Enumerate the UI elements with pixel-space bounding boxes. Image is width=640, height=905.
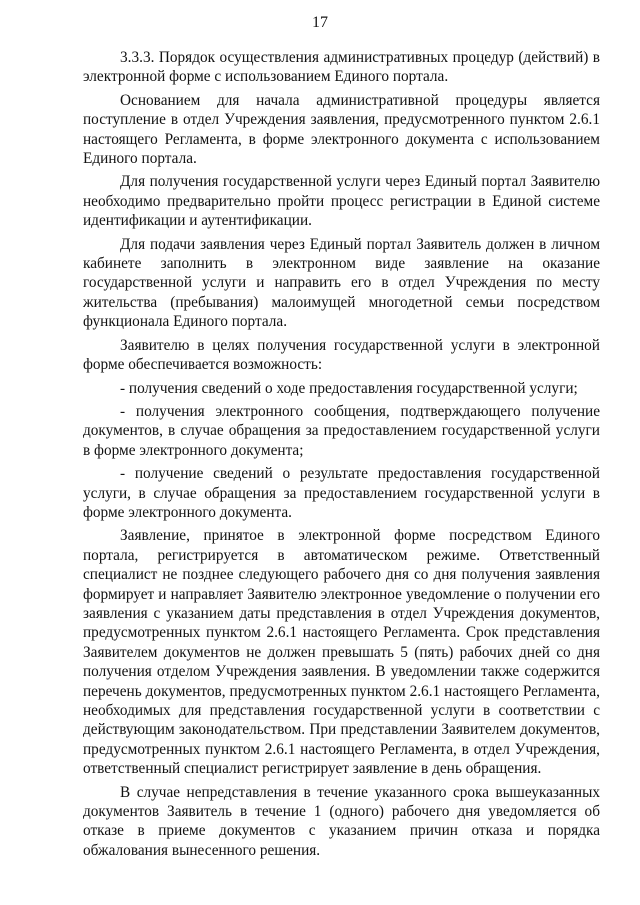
list-item-confirmation-message: - получения электронного сообщения, подтверждающего получение документов, в случае обращения за предоставлением государственной услуги в форме электронного документа; [83, 402, 600, 459]
paragraph-refusal: В случае непредставления в течение указанного срока вышеуказанных документов Заявитель в течение 1 (одного) рабочего дня уведомляется об отказе в приеме документов с указанием причин отказа и порядка обжалования вынесенного решения. [83, 783, 600, 859]
paragraph-basis: Основанием для начала административной процедуры является поступление в отдел Учреждения заявления, предусмотренного пунктом 2.6.1 настоящего Регламента, в форме электронного документа с использованием Единого портала. [83, 91, 600, 168]
paragraph-application-submission: Для подачи заявления через Единый портал Заявитель должен в личном кабинете заполнить в электронном виде заявление на оказание государственной услуги и направить его в отдел Учреждения по месту жительства (пребывания) малоимущей многодетной семьи посредством функционала Единого портала. [83, 235, 600, 331]
page-number: 17 [312, 14, 328, 31]
list-item-progress-info: - получения сведений о ходе предоставления государственной услуги; [120, 379, 578, 397]
list-item-result-info: - получение сведений о результате предоставления государственной услуги, в случае обращения за предоставлением государственной услуги в форме электронного документа. [83, 465, 600, 521]
paragraph-electronic-registration: Заявление, принятое в электронной форме посредством Единого портала, регистрируется в автоматическом режиме. Ответственный специалист не позднее следующего рабочего дня со дня получения заявления формирует и направляет Заявителю электронное уведомление о получении его заявления с указанием даты представления в отдел Учреждения документов, предусмотренных пунктом 2.6.1 настоящего Регламента. Срок представления Заявителем документов не должен превышать 5 (пять) рабочих дней со дня получения отделом Учреждения заявления. В уведомлении также содержится перечень документов, предусмотренных пунктом 2.6.1 настоящего Регламента, необходимых для представления государственной услуги в соответствии с действующим законодательством. При представлении Заявителем документов, предусмотренных пунктом 2.6.1 настоящего Регламента, в отдел Учреждения, ответственный специалист регистрирует заявление в день обращения. [83, 527, 600, 778]
paragraph-section-heading: 3.3.3. Порядок осуществления административных процедур (действий) в электронной форме с использованием Единого портала. [83, 49, 600, 86]
document-body [83, 48, 600, 860]
paragraph-capabilities-intro: Заявителю в целях получения государственной услуги в электронной форме обеспечивается возможность: [83, 336, 600, 374]
paragraph-registration: Для получения государственной услуги через Единый портал Заявителю необходимо предварительно пройти процесс регистрации в Единой системе идентификации и аутентификации. [83, 173, 600, 230]
